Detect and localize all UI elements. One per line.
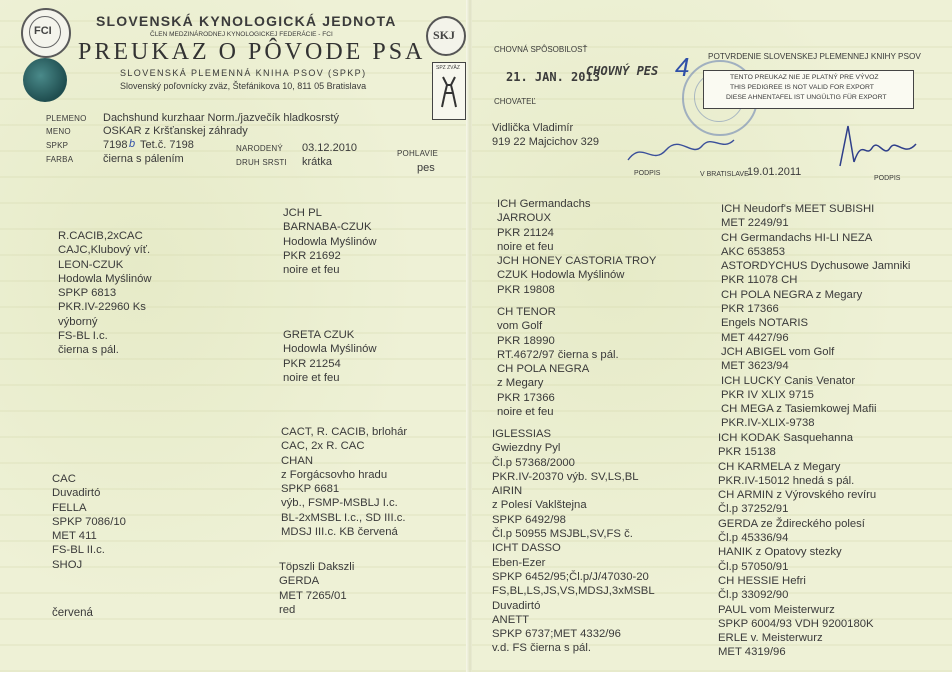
- ancestor-line: Gwiezdny Pyl: [492, 442, 561, 455]
- right-page: [472, 0, 952, 672]
- registry-signature: [832, 118, 922, 173]
- breeder-label: CHOVATEĽ: [494, 97, 536, 106]
- ancestor-line: PKR.IV-15012 hnedá s pál.: [718, 474, 855, 487]
- ancestor-line: CH POLA NEGRA z Megary: [721, 288, 863, 301]
- ancestors-col2-group2: [718, 431, 876, 660]
- ancestor-line: Töpszli Dakszli: [279, 561, 355, 573]
- ancestor-line: Duvadirtó: [492, 599, 541, 612]
- ancestor-line: CH KARMELA z Megary: [718, 460, 841, 473]
- confirmation-title: POTVRDENIE SLOVENSKEJ PLEMENNEJ KNIHY PSOV: [708, 52, 921, 61]
- ancestor-line: noire et feu: [283, 264, 340, 277]
- ancestor-line: MET 411: [52, 530, 97, 543]
- ancestor-line: PKR 11078 CH: [721, 274, 798, 287]
- ancestor-line: PKR IV XLIX 9715: [721, 388, 814, 401]
- ancestor-line: SPKP 6681: [281, 483, 340, 496]
- ancestor-line: CH TENOR: [497, 306, 556, 318]
- born-label: NARODENÝ: [236, 144, 283, 153]
- ancestor-line: BARNABA-CZUK: [283, 221, 372, 234]
- ancestor-line: HANIK z Opatovy stezky: [718, 546, 842, 559]
- ancestor-line: SPKP 6813: [58, 287, 117, 300]
- deer-icon: [433, 73, 465, 119]
- registry-name: SLOVENSKÁ PLEMENNÁ KNIHA PSOV (SPKP): [120, 68, 367, 78]
- dam-color: červená: [52, 607, 93, 619]
- ancestor-line: z Megary: [497, 377, 544, 390]
- breeder-signature: [622, 130, 742, 170]
- ancestor-line: IGLESSIAS: [492, 428, 552, 440]
- ancestor-line: MET 7265/01: [279, 589, 347, 602]
- ancestor-line: PKR 15138: [718, 446, 776, 459]
- ancestor-line: v.d. FS čierna s pál.: [492, 642, 591, 655]
- ancestor-line: PKR 21124: [497, 226, 554, 239]
- ancestor-line: SPKP 6737;MET 4332/96: [492, 628, 621, 641]
- ancestor-line: R.CACIB,2xCAC: [58, 230, 143, 242]
- coat-value: krátka: [302, 156, 332, 168]
- ancestor-line: PKR 17366: [721, 303, 779, 316]
- ancestor-line: CH MEGA z Tasiemkowej Mafii: [721, 403, 877, 416]
- export-note-line: THIS PEDIGREE IS NOT VALID FOR EXPORT: [730, 84, 874, 91]
- sex-label: POHLAVIE: [397, 149, 439, 158]
- ancestor-line: FS-BL I.c.: [58, 330, 108, 343]
- ancestor-line: SHOJ: [52, 558, 83, 571]
- ancestor-line: CACT, R. CACIB, brlohár: [281, 426, 408, 438]
- ancestor-line: PKR.IV-22960 Ks: [58, 301, 146, 314]
- ancestor-line: FS-BL II.c.: [52, 544, 105, 557]
- coat-label: DRUH SRSTI: [236, 158, 287, 167]
- born-value: 03.12.2010: [302, 142, 358, 154]
- dam-dam-block: [279, 560, 354, 617]
- ancestor-line: CH Germandachs HI-LI NEZA: [721, 231, 873, 244]
- ancestor-line: noire et feu: [283, 371, 340, 384]
- ancestor-line: ICH LUCKY Canis Venator: [721, 374, 856, 387]
- ancestor-line: ASTORDYCHUS Dychusowe Jamniki: [721, 260, 911, 273]
- dam-block: [52, 472, 126, 572]
- ancestor-line: Engels NOTARIS: [721, 317, 809, 330]
- ancestor-line: PKR.IV-20370 výb. SV,LS,BL: [492, 470, 639, 483]
- ancestor-line: JARROUX: [497, 212, 551, 225]
- spz-emblem: SPZ ZVÄZ: [432, 62, 466, 120]
- ancestor-line: CH ARMIN z Výrovského revíru: [718, 489, 877, 502]
- ancestor-line: ICH KODAK Sasquehanna: [718, 432, 854, 444]
- ancestor-line: Hodowla Myślinów: [283, 343, 377, 356]
- breed-label: PLEMENO: [46, 114, 87, 123]
- ancestors-col1-group1: [497, 197, 656, 297]
- ancestor-line: výb., FSMP-MSBLJ I.c.: [281, 497, 398, 510]
- sire-block: [58, 229, 152, 358]
- ancestor-line: Hodowla Myślinów: [283, 235, 377, 248]
- spkp-extra: Tet.č. 7198: [140, 139, 194, 151]
- spkp-label: SPKP: [46, 141, 69, 150]
- org-subtitle: ČLEN MEDZINÁRODNEJ KYNOLOGICKEJ FEDERÁCIE - FCI: [150, 31, 333, 38]
- spkp-value: 7198: [103, 139, 128, 151]
- export-note-line: DIESE AHNENTAFEL IST UNGÜLTIG FÜR EXPORT: [726, 94, 887, 101]
- stamp-date: 21. JAN. 2013: [506, 70, 600, 84]
- ancestor-line: JCH PL: [283, 207, 322, 219]
- ancestor-line: MET 3623/94: [721, 360, 789, 373]
- breed-value: Dachshund kurzhaar Norm./jazvečík hladkosrstý: [103, 112, 339, 124]
- ancestor-line: red: [279, 603, 296, 616]
- ancestor-line: GERDA: [279, 575, 320, 588]
- ancestor-line: SPKP 7086/10: [52, 515, 126, 528]
- skj-logo: SKJ: [426, 16, 466, 56]
- ancestor-line: BL-2xMSBL I.c., SD III.c.: [281, 511, 406, 524]
- ancestor-line: SPKP 6492/98: [492, 513, 566, 526]
- ancestor-line: CZUK Hodowla Myślinów: [497, 269, 625, 282]
- ancestor-line: ICH Germandachs: [497, 198, 591, 210]
- ancestor-line: CHAN: [281, 454, 314, 467]
- name-value: OSKAR z Kršťanskej záhrady: [103, 125, 248, 137]
- ancestor-line: SPKP 6004/93 VDH 9200180K: [718, 617, 874, 630]
- export-note-line: TENTO PREUKAZ NIE JE PLATNÝ PRE VÝVOZ: [730, 74, 879, 81]
- ancestor-line: RT.4672/97 čierna s pál.: [497, 348, 619, 361]
- breeder-address: 919 22 Majcichov 329: [492, 136, 600, 148]
- left-page: [0, 0, 468, 672]
- ancestor-line: JCH ABIGEL vom Golf: [721, 345, 835, 358]
- ancestor-line: FS,BL,LS,JS,VS,MDSJ,3xMSBL: [492, 585, 655, 598]
- document-title: PREUKAZ O PÔVODE PSA: [78, 39, 426, 65]
- ancestor-line: Čl.p 50955 MSJBL,SV,FS č.: [492, 528, 633, 541]
- ancestor-line: PKR 21692: [283, 249, 341, 262]
- export-note-box: [703, 70, 914, 109]
- ancestor-line: CAC: [52, 473, 76, 485]
- breeder-signature-label: PODPIS: [634, 170, 661, 177]
- ancestor-line: PKR 21254: [283, 357, 341, 370]
- ancestors-col1-group2: [497, 305, 619, 419]
- ancestor-line: čierna s pál.: [58, 344, 119, 357]
- ancestors-col1-group3: [492, 427, 655, 656]
- registry-address: Slovenský poľovnícky zväz, Štefánikova 10, 811 05 Bratislava: [120, 81, 367, 91]
- ancestor-line: ERLE v. Meisterwurz: [718, 632, 823, 645]
- ancestor-line: vom Golf: [497, 320, 543, 333]
- sex-value: pes: [417, 162, 435, 174]
- ancestor-line: MET 2249/91: [721, 217, 789, 230]
- ancestor-line: ICH Neudorf's MEET SUBISHI: [721, 203, 875, 215]
- fci-logo: FCI: [21, 8, 71, 58]
- ancestor-line: noire et feu: [497, 406, 554, 419]
- ancestor-line: Čl.p 57050/91: [718, 560, 789, 573]
- ancestor-line: ANETT: [492, 613, 530, 626]
- ancestor-line: SPKP 6452/95;Čl.p/J/47030-20: [492, 570, 649, 583]
- ancestor-line: Čl.p 33092/90: [718, 589, 789, 602]
- ancestor-line: JCH HONEY CASTORIA TROY: [497, 255, 657, 268]
- ancestor-line: CAJC,Klubový víť.: [58, 244, 151, 257]
- ancestor-line: Čl.p 37252/91: [718, 503, 789, 516]
- sire-dam-block: [283, 328, 377, 385]
- breeding-ability-label: CHOVNÁ SPÔSOBILOSŤ: [494, 45, 588, 54]
- color-label: FARBA: [46, 155, 74, 164]
- dam-sire-block: [281, 425, 407, 539]
- ancestor-line: PKR.IV-XLIX-9738: [721, 417, 815, 430]
- ancestor-line: Hodowla Myślinów: [58, 272, 152, 285]
- ancestor-line: PKR 17366: [497, 391, 555, 404]
- ancestor-line: Duvadirtó: [52, 487, 101, 500]
- ancestor-line: z Polesí Vaklštejna: [492, 499, 587, 512]
- ancestor-line: MDSJ III.c. KB červená: [281, 526, 398, 539]
- ancestor-line: výborný: [58, 315, 98, 328]
- ancestor-line: Eben-Ezer: [492, 556, 546, 569]
- ancestor-line: PKR 18990: [497, 334, 555, 347]
- ancestor-line: z Forgácsovho hradu: [281, 468, 388, 481]
- ancestor-line: MET 4427/96: [721, 331, 789, 344]
- stamp-breeding-dog: CHOVNÝ PES: [586, 64, 659, 78]
- breeder-name: Vidlička Vladimír: [492, 122, 574, 134]
- org-name: SLOVENSKÁ KYNOLOGICKÁ JEDNOTA: [96, 13, 397, 29]
- ancestor-line: noire et feu: [497, 240, 554, 253]
- ancestor-line: ICHT DASSO: [492, 542, 561, 555]
- ancestor-line: Čl.p 45336/94: [718, 532, 789, 545]
- ancestor-line: PKR 19808: [497, 283, 555, 296]
- confirmation-date: 19.01.2011: [747, 166, 802, 178]
- ancestor-line: LEON-CZUK: [58, 258, 124, 271]
- spkp-handwritten-mark: b: [129, 138, 136, 150]
- ancestors-col2-group1: [721, 202, 910, 431]
- name-label: MENO: [46, 127, 71, 136]
- ancestor-line: Čl.p 57368/2000: [492, 456, 575, 469]
- color-value: čierna s pálením: [103, 153, 184, 165]
- ancestor-line: CH HESSIE Hefri: [718, 574, 806, 587]
- ancestor-line: AIRIN: [492, 485, 523, 498]
- ancestor-line: CH POLA NEGRA: [497, 363, 590, 376]
- ancestor-line: CAC, 2x R. CAC: [281, 440, 365, 453]
- handwritten-digit: 4: [675, 52, 690, 82]
- ancestor-line: PAUL vom Meisterwurz: [718, 603, 835, 616]
- sire-sire-block: [283, 206, 377, 277]
- ancestor-line: MET 4319/96: [718, 646, 786, 659]
- ancestor-line: GRETA CZUK: [283, 329, 355, 341]
- ancestor-line: GERDA ze Ždireckého polesí: [718, 517, 865, 530]
- place-label: V BRATISLAVE: [700, 171, 749, 178]
- ancestor-line: AKC 653853: [721, 245, 786, 258]
- globe-emblem: [23, 58, 67, 102]
- ancestor-line: FELLA: [52, 501, 87, 514]
- registry-signature-label: PODPIS: [874, 175, 901, 182]
